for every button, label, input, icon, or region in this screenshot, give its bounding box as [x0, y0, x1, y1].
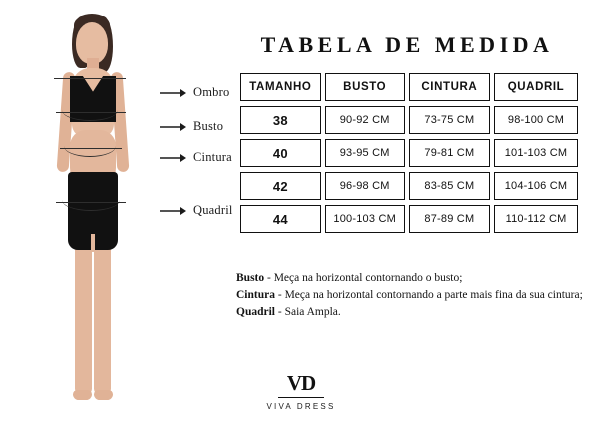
column-header-quadril: QUADRIL: [494, 73, 578, 101]
size-table: [236, 68, 582, 238]
column-header-busto: BUSTO: [325, 73, 405, 101]
brand-logo: [242, 372, 360, 411]
arrow-right-icon: [160, 88, 186, 98]
model-foot-left: [73, 390, 92, 400]
cell-busto: 90-92 CM: [325, 106, 405, 134]
note-term-busto: Busto: [236, 272, 265, 284]
pointer-label-busto: Busto: [193, 119, 224, 133]
note-quadril: [236, 304, 596, 321]
table-header-row: [240, 73, 578, 101]
model-illustration-panel: [0, 0, 233, 424]
table-row: [240, 205, 578, 233]
table-row: [240, 106, 578, 134]
note-cintura: [236, 287, 596, 304]
note-busto: [236, 270, 596, 287]
model-foot-right: [94, 390, 113, 400]
cell-size: 44: [240, 205, 321, 233]
pointer-ombro: [160, 85, 229, 100]
note-term-quadril: Quadril: [236, 306, 275, 318]
note-text-cintura: - Meça na horizontal contornando a parte mais fina da sua cintura;: [274, 289, 583, 301]
cell-quadril: 104-106 CM: [494, 172, 578, 200]
logo-monogram: VD: [286, 371, 316, 395]
cell-size: 40: [240, 139, 321, 167]
page-title: TABELA DE MEDIDA: [260, 32, 554, 57]
cell-busto: 100-103 CM: [325, 205, 405, 233]
cell-busto: 96-98 CM: [325, 172, 405, 200]
cell-quadril: 110-112 CM: [494, 205, 578, 233]
pointer-label-ombro: Ombro: [193, 85, 230, 99]
chart-content: [232, 0, 600, 424]
cell-cintura: 73-75 CM: [409, 106, 490, 134]
pointer-label-quadril: Quadril: [193, 203, 233, 217]
arrow-right-icon: [160, 122, 186, 132]
pointer-quadril: [160, 203, 233, 218]
pointer-cintura: [160, 150, 232, 165]
arrow-right-icon: [160, 206, 186, 216]
model-figure: [32, 12, 152, 412]
note-text-busto: - Meça na horizontal contornando o busto;: [264, 272, 463, 284]
shoulder-guide-line: [54, 78, 126, 79]
table-row: [240, 172, 578, 200]
pointer-busto: [160, 119, 223, 134]
logo-divider: [278, 397, 324, 398]
model-short-split: [91, 234, 95, 252]
table-row: [240, 139, 578, 167]
measurement-instructions: [236, 270, 596, 321]
note-text-quadril: - Saia Ampla.: [274, 306, 341, 318]
cell-size: 42: [240, 172, 321, 200]
column-header-tamanho: TAMANHO: [240, 73, 321, 101]
cell-busto: 93-95 CM: [325, 139, 405, 167]
cell-quadril: 101-103 CM: [494, 139, 578, 167]
cell-cintura: 87-89 CM: [409, 205, 490, 233]
column-header-cintura: CINTURA: [409, 73, 490, 101]
cell-quadril: 98-100 CM: [494, 106, 578, 134]
cell-cintura: 79-81 CM: [409, 139, 490, 167]
arrow-right-icon: [160, 153, 186, 163]
pointer-label-cintura: Cintura: [193, 150, 232, 164]
logo-brand-name: VIVA DRESS: [266, 402, 336, 411]
cell-cintura: 83-85 CM: [409, 172, 490, 200]
cell-size: 38: [240, 106, 321, 134]
note-term-cintura: Cintura: [236, 289, 275, 301]
